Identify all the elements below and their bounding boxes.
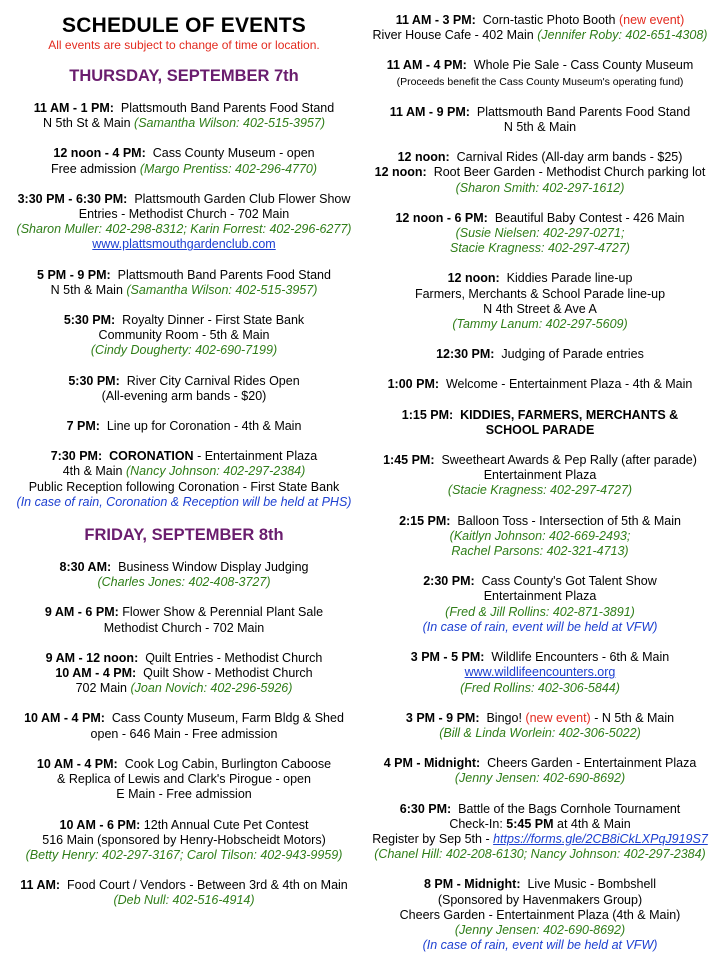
event-contact: (Sharon Muller: 402-298-8312; Karin Forrest: 402-296-6277) xyxy=(16,222,352,237)
event-contact-2: Stacie Kragness: 402-297-4727) xyxy=(450,241,630,256)
fri-event-2 xyxy=(14,605,354,635)
event-location-2: N 4th Street & Ave A xyxy=(483,301,597,316)
event-time: 5:30 PM: xyxy=(63,313,116,328)
event-time: 12 noon - 6 PM: xyxy=(395,210,488,225)
event-desc: Kiddies Parade line-up xyxy=(506,271,633,286)
event-desc: Plattsmouth Garden Club Flower Show xyxy=(134,191,351,206)
event-desc: Cheers Garden - Entertainment Plaza xyxy=(487,756,697,771)
fri-event-9 xyxy=(370,58,710,89)
event-contact: (Samantha Wilson: 402-515-3957) xyxy=(126,282,318,297)
fri-event-17 xyxy=(370,453,710,499)
event-time: 6:30 PM: xyxy=(399,801,452,816)
event-location: 4th & Main xyxy=(62,464,123,479)
event-time: 11 AM - 4 PM: xyxy=(386,58,467,73)
fri-event-5 xyxy=(14,757,354,803)
register-text: Register by Sep 5th - xyxy=(372,831,490,846)
event-desc: KIDDIES, FARMERS, MERCHANTS & xyxy=(460,407,679,422)
event-desc: Beautiful Baby Contest - 426 Main xyxy=(494,210,685,225)
event-time: 12 noon: xyxy=(447,271,500,286)
event-location: N 5th & Main xyxy=(50,282,123,297)
fri-event-14 xyxy=(370,347,710,362)
event-location: Entries - Methodist Church - 702 Main xyxy=(78,207,290,222)
event-desc: Plattsmouth Band Parents Food Stand xyxy=(476,104,691,119)
event-location-2: E Main - Free admission xyxy=(116,787,252,802)
event-contact: (Cindy Dougherty: 402-690-7199) xyxy=(90,343,278,358)
fri-event-4 xyxy=(14,711,354,741)
event-location: Entertainment Plaza xyxy=(483,589,597,604)
fri-event-1 xyxy=(14,560,354,590)
event-time: 1:15 PM: xyxy=(401,407,454,422)
event-time: 10 AM - 4 PM: xyxy=(36,756,118,771)
event-desc: 12th Annual Cute Pet Contest xyxy=(143,817,309,832)
event-contact: (Nancy Johnson: 402-297-2384) xyxy=(125,464,306,479)
event-contact: (Fred Rollins: 402-306-5844) xyxy=(460,680,620,695)
fri-event-13 xyxy=(370,271,710,332)
event-time: 1:45 PM: xyxy=(383,453,435,468)
rain-note: (In case of rain, event will be held at VFW) xyxy=(422,938,658,953)
event-desc: Corn-tastic Photo Booth xyxy=(482,13,616,27)
checkin-location: at 4th & Main xyxy=(557,816,631,831)
event-location: open - 646 Main - Free admission xyxy=(90,726,278,741)
event-desc: Sweetheart Awards & Pep Rally (after parade) xyxy=(441,453,697,468)
event-desc: Plattsmouth Band Parents Food Stand xyxy=(120,101,335,115)
thu-event-6 xyxy=(14,374,354,404)
event-desc: Quilt Entries - Methodist Church xyxy=(145,650,323,665)
event-time: 7:30 PM: xyxy=(50,449,103,464)
event-time: 9 AM - 6 PM: xyxy=(44,605,119,620)
event-contact: (Jenny Jensen: 402-690-8692) xyxy=(454,922,626,937)
left-column xyxy=(14,0,354,924)
event-contact: (Betty Henry: 402-297-3167; Carol Tilson: 402-943-9959) xyxy=(25,847,343,862)
fri-event-20 xyxy=(370,650,710,696)
event-time: 11 AM - 1 PM: xyxy=(33,101,114,115)
thu-event-1 xyxy=(14,101,354,131)
event-time: 10 AM - 6 PM: xyxy=(59,817,141,832)
thu-event-7 xyxy=(14,419,354,434)
event-time: 4 PM - Midnight: xyxy=(383,756,481,771)
event-contact: (Tammy Lanum: 402-297-5609) xyxy=(452,317,628,332)
event-time: 8:30 AM: xyxy=(59,560,112,575)
event-desc: Flower Show & Perennial Plant Sale xyxy=(122,605,324,620)
event-sponsor: (Sponsored by Havenmakers Group) xyxy=(437,892,643,907)
event-desc: Bingo! xyxy=(486,710,522,725)
fri-event-8 xyxy=(370,13,710,43)
thursday-heading: THURSDAY, SEPTEMBER 7th xyxy=(69,67,299,85)
event-note: Public Reception following Coronation - First State Bank xyxy=(28,479,340,494)
event-desc: Cass County Museum - open xyxy=(152,146,315,161)
event-time: 12 noon - 4 PM: xyxy=(53,146,146,161)
event-desc: Welcome - Entertainment Plaza - 4th & Main xyxy=(445,377,693,392)
event-contact: (Kaitlyn Johnson: 402-669-2493; xyxy=(449,528,631,543)
event-desc: Battle of the Bags Cornhole Tournament xyxy=(458,801,681,816)
thu-event-4 xyxy=(14,268,354,298)
checkin-label: Check-In: xyxy=(449,816,503,831)
fri-event-6 xyxy=(14,818,354,864)
event-time: 2:30 PM: xyxy=(423,574,475,589)
event-location: (All-evening arm bands - $20) xyxy=(101,388,267,403)
event-contact: (Chanel Hill: 402-208-6130; Nancy Johnson: 402-297-2384) xyxy=(374,847,706,862)
thu-event-2 xyxy=(14,146,354,176)
event-desc: - Entertainment Plaza xyxy=(197,449,318,464)
event-desc: Judging of Parade entries xyxy=(501,347,644,362)
event-desc: Cass County's Got Talent Show xyxy=(481,574,657,589)
event-time: 3 PM - 5 PM: xyxy=(410,650,485,665)
event-time: 2:15 PM: xyxy=(399,513,451,528)
garden-club-link[interactable]: www.plattsmouthgardenclub.com xyxy=(92,237,276,252)
event-desc-2: Root Beer Garden - Methodist Church parking lot xyxy=(433,165,706,180)
event-location: Cheers Garden - Entertainment Plaza (4th & Main) xyxy=(399,907,681,922)
event-desc: Business Window Display Judging xyxy=(118,560,309,575)
event-location: 702 Main xyxy=(75,681,128,696)
fri-event-23 xyxy=(370,802,710,863)
event-desc: Carnival Rides (All-day arm bands - $25) xyxy=(456,150,683,165)
event-location: Community Room - 5th & Main xyxy=(98,328,270,343)
event-time: 1:00 PM: xyxy=(387,377,440,392)
event-note: (Proceeds benefit the Cass County Museum's operating fund) xyxy=(396,75,684,88)
event-desc: Plattsmouth Band Parents Food Stand xyxy=(117,267,331,282)
event-desc: Food Court / Vendors - Between 3rd & 4th on Main xyxy=(67,878,348,893)
new-event-badge: (new event) xyxy=(525,710,591,725)
event-contact: (Samantha Wilson: 402-515-3957) xyxy=(134,116,325,131)
event-contact: (Jenny Jensen: 402-690-8692) xyxy=(454,771,626,786)
event-contact: (Charles Jones: 402-408-3727) xyxy=(97,575,271,590)
event-location: Free admission xyxy=(50,161,137,176)
fri-event-7 xyxy=(14,878,354,908)
thu-event-8 xyxy=(14,449,354,510)
event-desc-2: - N 5th & Main xyxy=(594,710,675,725)
event-desc-2: SCHOOL PARADE xyxy=(485,422,595,437)
event-time: 10 AM - 4 PM: xyxy=(24,711,105,726)
event-desc-2: Quilt Show - Methodist Church xyxy=(143,666,313,681)
event-time: 8 PM - Midnight: xyxy=(424,877,521,892)
event-time: 12 noon: xyxy=(397,150,450,165)
wildlife-link[interactable]: www.wildlifeencounters.org xyxy=(464,665,616,680)
event-time: 5:30 PM: xyxy=(68,373,120,388)
event-time-2: 12 noon: xyxy=(374,165,427,180)
event-time: 11 AM: xyxy=(20,878,61,893)
event-location: Entertainment Plaza xyxy=(483,468,597,483)
event-desc: Wildlife Encounters - 6th & Main xyxy=(491,650,670,665)
event-desc: River City Carnival Rides Open xyxy=(126,373,300,388)
registration-link[interactable]: https://forms.gle/2CB8iCkLXPqJ919S7 xyxy=(493,831,708,846)
event-desc: Whole Pie Sale - Cass County Museum xyxy=(473,58,694,73)
fri-event-22 xyxy=(370,756,710,786)
event-contact: (Fred & Jill Rollins: 402-871-3891) xyxy=(445,604,635,619)
event-location: 516 Main (sponsored by Henry-Hobscheidt Motors) xyxy=(42,832,326,847)
event-location: Farmers, Merchants & School Parade line-up xyxy=(414,286,666,301)
thu-event-3 xyxy=(14,192,354,253)
event-location: River House Cafe - 402 Main xyxy=(372,28,534,43)
event-contact: (Sharon Smith: 402-297-1612) xyxy=(455,180,625,195)
rain-note: (In case of rain, event will be held at VFW) xyxy=(422,619,658,634)
event-contact: (Deb Null: 402-516-4914) xyxy=(113,893,255,908)
fri-event-19 xyxy=(370,574,710,635)
page-subtitle: All events are subject to change of time or location. xyxy=(48,38,320,52)
event-desc: Cook Log Cabin, Burlington Caboose xyxy=(124,756,332,771)
event-contact: (Joan Novich: 402-296-5926) xyxy=(130,681,293,696)
event-location: & Replica of Lewis and Clark's Pirogue - open xyxy=(57,772,311,787)
event-desc: Live Music - Bombshell xyxy=(527,877,656,892)
checkin-time: 5:45 PM xyxy=(506,816,554,831)
event-contact-2: Rachel Parsons: 402-321-4713) xyxy=(451,544,629,559)
event-contact: (Stacie Kragness: 402-297-4727) xyxy=(447,483,633,498)
event-contact: (Susie Nielsen: 402-297-0271; xyxy=(455,226,625,241)
event-time: 11 AM - 3 PM: xyxy=(395,13,476,27)
event-time: 7 PM: xyxy=(66,419,100,434)
fri-event-15 xyxy=(370,377,710,392)
new-event-badge: (new event) xyxy=(618,13,685,27)
friday-heading: FRIDAY, SEPTEMBER 8th xyxy=(84,526,284,545)
event-contact: (Margo Prentiss: 402-296-4770) xyxy=(139,161,318,176)
event-desc: Balloon Toss - Intersection of 5th & Main xyxy=(457,513,681,528)
fri-event-11 xyxy=(370,150,710,196)
event-time: 12:30 PM: xyxy=(436,347,495,362)
right-column xyxy=(370,0,710,968)
fri-event-24 xyxy=(370,877,710,953)
fri-event-10 xyxy=(370,105,710,135)
page-title: SCHEDULE OF EVENTS xyxy=(62,14,306,37)
fri-event-21 xyxy=(370,711,710,741)
event-location: Methodist Church - 702 Main xyxy=(103,620,265,635)
event-desc: Royalty Dinner - First State Bank xyxy=(122,313,305,328)
event-desc: Cass County Museum, Farm Bldg & Shed xyxy=(111,711,344,726)
event-time: 5 PM - 9 PM: xyxy=(37,267,111,282)
event-location: N 5th St & Main xyxy=(43,116,131,131)
event-time: 9 AM - 12 noon: xyxy=(45,650,139,665)
event-contact: (Bill & Linda Worlein: 402-306-5022) xyxy=(439,725,641,740)
thu-event-5 xyxy=(14,313,354,359)
rain-note: (In case of rain, Coronation & Reception will be held at PHS) xyxy=(16,494,352,509)
fri-event-18 xyxy=(370,514,710,560)
event-time-2: 10 AM - 4 PM: xyxy=(55,666,137,681)
event-contact: (Jennifer Roby: 402-651-4308) xyxy=(537,28,708,43)
event-time: 3:30 PM - 6:30 PM: xyxy=(17,191,128,206)
fri-event-3 xyxy=(14,651,354,697)
event-time: 3 PM - 9 PM: xyxy=(405,710,480,725)
event-location: N 5th & Main xyxy=(503,120,577,135)
event-time: 11 AM - 9 PM: xyxy=(389,104,470,119)
event-name: CORONATION xyxy=(109,449,194,464)
fri-event-16 xyxy=(370,408,710,438)
fri-event-12 xyxy=(370,211,710,257)
event-desc: Line up for Coronation - 4th & Main xyxy=(106,419,302,434)
